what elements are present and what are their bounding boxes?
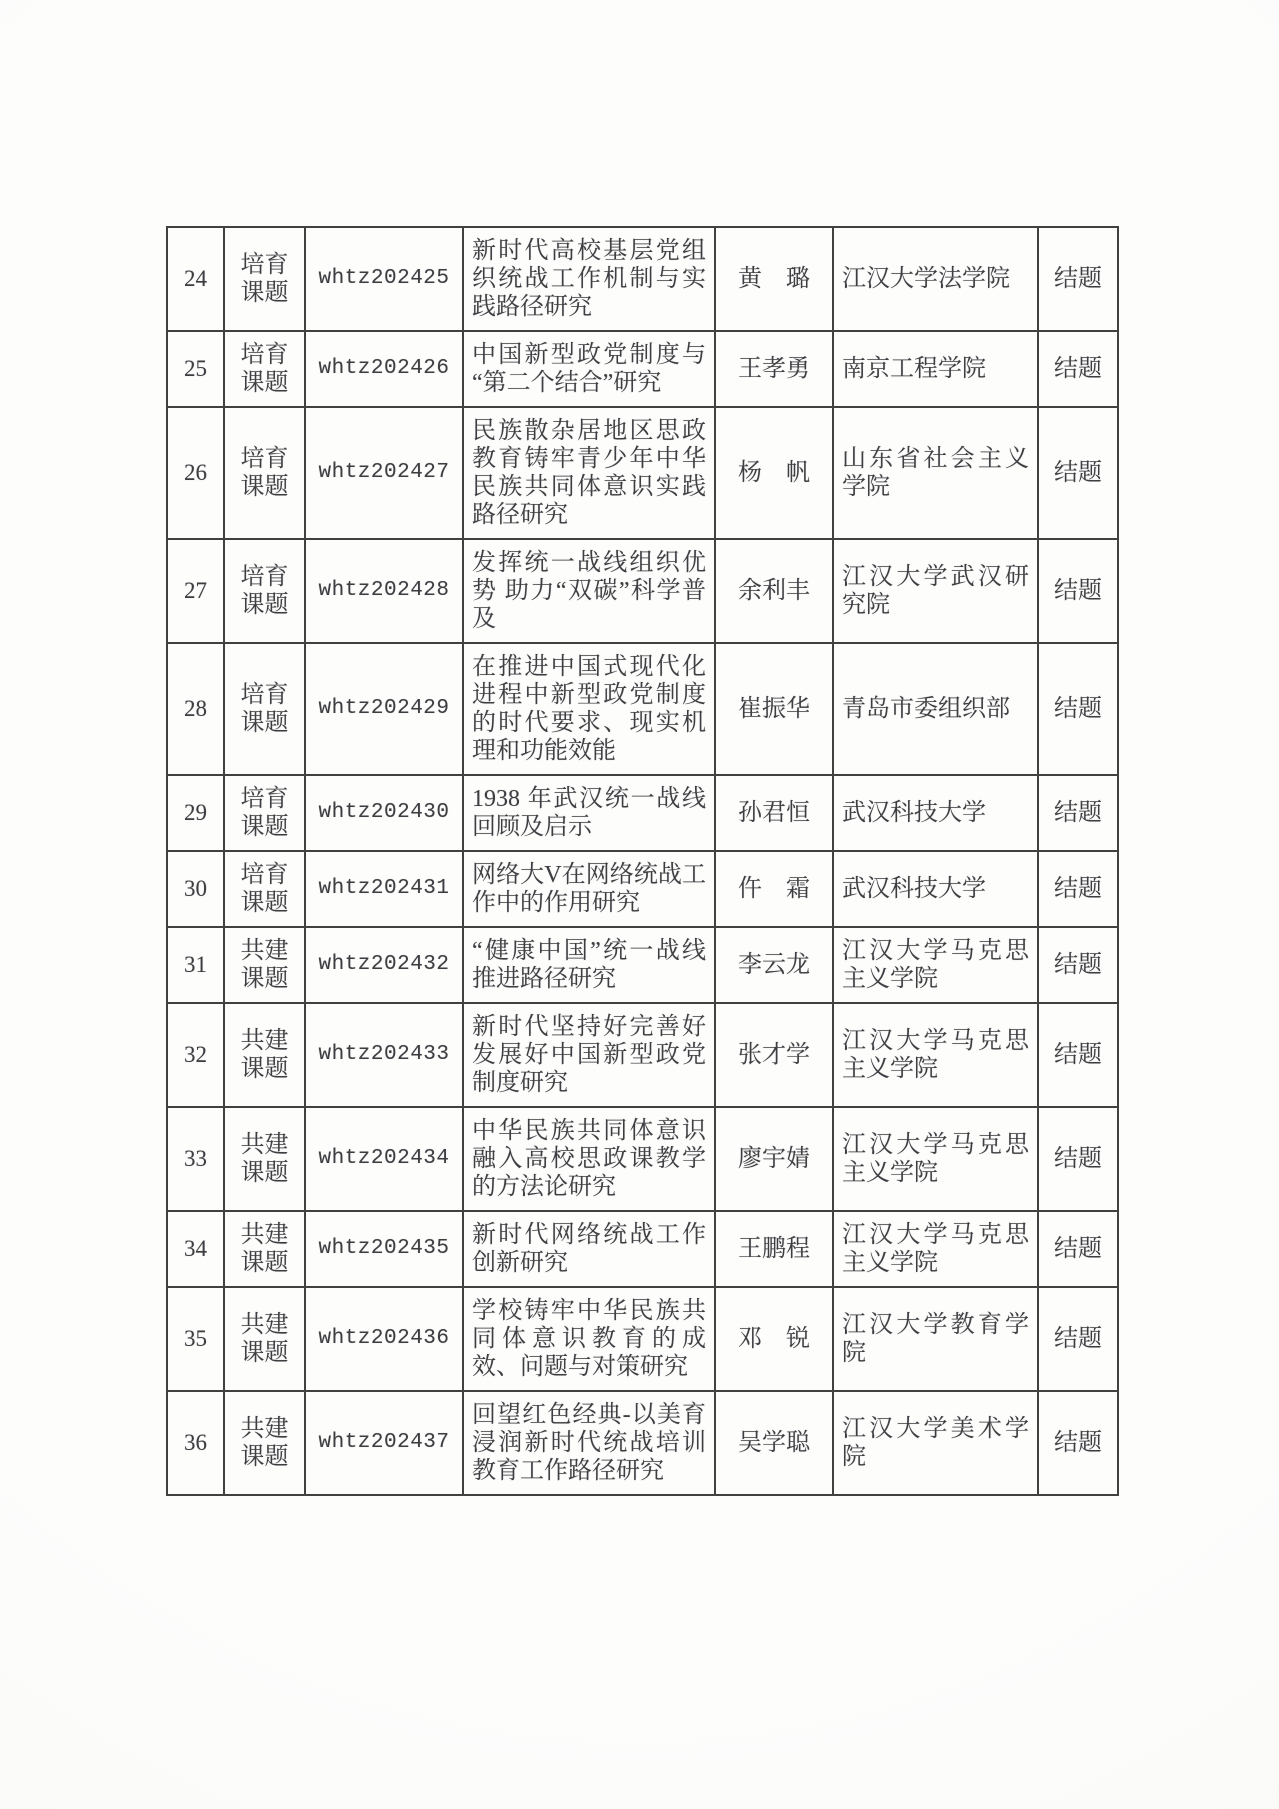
table-row bbox=[167, 1287, 1118, 1391]
cell-leader-name: 廖宇婧 bbox=[715, 1107, 833, 1211]
cell-project-category: 培育课题 bbox=[224, 539, 305, 643]
cell-institution: 江汉大学马克思主义学院 bbox=[833, 1107, 1038, 1211]
cell-project-category: 培育课题 bbox=[224, 851, 305, 927]
cell-project-code: whtz202436 bbox=[305, 1287, 463, 1391]
cell-serial-number: 28 bbox=[167, 643, 224, 775]
cell-project-category: 培育课题 bbox=[224, 407, 305, 539]
cell-status: 结题 bbox=[1038, 927, 1118, 1003]
cell-serial-number: 35 bbox=[167, 1287, 224, 1391]
cell-status: 结题 bbox=[1038, 331, 1118, 407]
cell-project-category: 共建课题 bbox=[224, 1391, 305, 1495]
cell-leader-name: 余利丰 bbox=[715, 539, 833, 643]
cell-project-category: 培育课题 bbox=[224, 227, 305, 331]
cell-leader-name: 李云龙 bbox=[715, 927, 833, 1003]
cell-serial-number: 34 bbox=[167, 1211, 224, 1287]
cell-project-title: 新时代网络统战工作创新研究 bbox=[463, 1211, 715, 1287]
table-row bbox=[167, 1107, 1118, 1211]
cell-status: 结题 bbox=[1038, 1003, 1118, 1107]
cell-institution: 江汉大学马克思主义学院 bbox=[833, 927, 1038, 1003]
cell-project-title: 在推进中国式现代化进程中新型政党制度的时代要求、现实机理和功能效能 bbox=[463, 643, 715, 775]
cell-project-title: “健康中国”统一战线推进路径研究 bbox=[463, 927, 715, 1003]
cell-project-category: 共建课题 bbox=[224, 927, 305, 1003]
table-row bbox=[167, 407, 1118, 539]
cell-leader-name: 张才学 bbox=[715, 1003, 833, 1107]
table-row bbox=[167, 775, 1118, 851]
cell-leader-name: 孙君恒 bbox=[715, 775, 833, 851]
cell-institution: 江汉大学教育学院 bbox=[833, 1287, 1038, 1391]
cell-status: 结题 bbox=[1038, 643, 1118, 775]
cell-status: 结题 bbox=[1038, 1287, 1118, 1391]
cell-project-code: whtz202425 bbox=[305, 227, 463, 331]
cell-leader-name: 邓 锐 bbox=[715, 1287, 833, 1391]
cell-project-title: 中华民族共同体意识融入高校思政课教学的方法论研究 bbox=[463, 1107, 715, 1211]
cell-leader-name: 吴学聪 bbox=[715, 1391, 833, 1495]
cell-leader-name: 黄 璐 bbox=[715, 227, 833, 331]
cell-project-code: whtz202427 bbox=[305, 407, 463, 539]
cell-status: 结题 bbox=[1038, 407, 1118, 539]
cell-serial-number: 25 bbox=[167, 331, 224, 407]
cell-project-title: 新时代高校基层党组织统战工作机制与实践路径研究 bbox=[463, 227, 715, 331]
cell-leader-name: 王孝勇 bbox=[715, 331, 833, 407]
cell-serial-number: 24 bbox=[167, 227, 224, 331]
cell-institution: 武汉科技大学 bbox=[833, 775, 1038, 851]
cell-project-title: 学校铸牢中华民族共同体意识教育的成效、问题与对策研究 bbox=[463, 1287, 715, 1391]
project-results-table bbox=[166, 226, 1119, 1496]
cell-serial-number: 33 bbox=[167, 1107, 224, 1211]
cell-institution: 山东省社会主义学院 bbox=[833, 407, 1038, 539]
cell-status: 结题 bbox=[1038, 1391, 1118, 1495]
cell-project-code: whtz202433 bbox=[305, 1003, 463, 1107]
cell-serial-number: 30 bbox=[167, 851, 224, 927]
cell-project-title: 回望红色经典-以美育浸润新时代统战培训教育工作路径研究 bbox=[463, 1391, 715, 1495]
cell-serial-number: 26 bbox=[167, 407, 224, 539]
cell-project-code: whtz202428 bbox=[305, 539, 463, 643]
table-row bbox=[167, 227, 1118, 331]
cell-institution: 江汉大学马克思主义学院 bbox=[833, 1211, 1038, 1287]
cell-serial-number: 29 bbox=[167, 775, 224, 851]
cell-serial-number: 36 bbox=[167, 1391, 224, 1495]
cell-institution: 江汉大学武汉研究院 bbox=[833, 539, 1038, 643]
cell-project-category: 共建课题 bbox=[224, 1287, 305, 1391]
cell-project-code: whtz202426 bbox=[305, 331, 463, 407]
table-row bbox=[167, 1211, 1118, 1287]
cell-project-title: 中国新型政党制度与“第二个结合”研究 bbox=[463, 331, 715, 407]
table-row bbox=[167, 331, 1118, 407]
cell-institution: 江汉大学美术学院 bbox=[833, 1391, 1038, 1495]
cell-institution: 青岛市委组织部 bbox=[833, 643, 1038, 775]
table-row bbox=[167, 539, 1118, 643]
cell-project-title: 1938 年武汉统一战线回顾及启示 bbox=[463, 775, 715, 851]
cell-project-category: 共建课题 bbox=[224, 1003, 305, 1107]
cell-project-code: whtz202435 bbox=[305, 1211, 463, 1287]
cell-project-code: whtz202432 bbox=[305, 927, 463, 1003]
cell-status: 结题 bbox=[1038, 851, 1118, 927]
table-row bbox=[167, 643, 1118, 775]
cell-project-category: 培育课题 bbox=[224, 643, 305, 775]
cell-project-title: 发挥统一战线组织优势 助力“双碳”科学普及 bbox=[463, 539, 715, 643]
cell-status: 结题 bbox=[1038, 227, 1118, 331]
cell-project-category: 培育课题 bbox=[224, 775, 305, 851]
cell-project-code: whtz202430 bbox=[305, 775, 463, 851]
cell-institution: 江汉大学法学院 bbox=[833, 227, 1038, 331]
project-table-body bbox=[167, 227, 1118, 1495]
cell-project-code: whtz202434 bbox=[305, 1107, 463, 1211]
cell-serial-number: 31 bbox=[167, 927, 224, 1003]
table-row bbox=[167, 927, 1118, 1003]
cell-project-category: 共建课题 bbox=[224, 1211, 305, 1287]
cell-serial-number: 27 bbox=[167, 539, 224, 643]
cell-serial-number: 32 bbox=[167, 1003, 224, 1107]
cell-project-category: 共建课题 bbox=[224, 1107, 305, 1211]
cell-institution: 武汉科技大学 bbox=[833, 851, 1038, 927]
cell-leader-name: 崔振华 bbox=[715, 643, 833, 775]
cell-status: 结题 bbox=[1038, 1107, 1118, 1211]
cell-institution: 南京工程学院 bbox=[833, 331, 1038, 407]
cell-project-code: whtz202431 bbox=[305, 851, 463, 927]
cell-project-category: 培育课题 bbox=[224, 331, 305, 407]
cell-project-title: 民族散杂居地区思政教育铸牢青少年中华民族共同体意识实践路径研究 bbox=[463, 407, 715, 539]
cell-project-code: whtz202429 bbox=[305, 643, 463, 775]
cell-status: 结题 bbox=[1038, 1211, 1118, 1287]
cell-leader-name: 杨 帆 bbox=[715, 407, 833, 539]
cell-project-title: 网络大V在网络统战工作中的作用研究 bbox=[463, 851, 715, 927]
cell-project-title: 新时代坚持好完善好发展好中国新型政党制度研究 bbox=[463, 1003, 715, 1107]
table-row bbox=[167, 1391, 1118, 1495]
cell-project-code: whtz202437 bbox=[305, 1391, 463, 1495]
cell-status: 结题 bbox=[1038, 775, 1118, 851]
table-row bbox=[167, 851, 1118, 927]
cell-leader-name: 王鹏程 bbox=[715, 1211, 833, 1287]
table-row bbox=[167, 1003, 1118, 1107]
cell-institution: 江汉大学马克思主义学院 bbox=[833, 1003, 1038, 1107]
cell-leader-name: 仵 霜 bbox=[715, 851, 833, 927]
cell-status: 结题 bbox=[1038, 539, 1118, 643]
